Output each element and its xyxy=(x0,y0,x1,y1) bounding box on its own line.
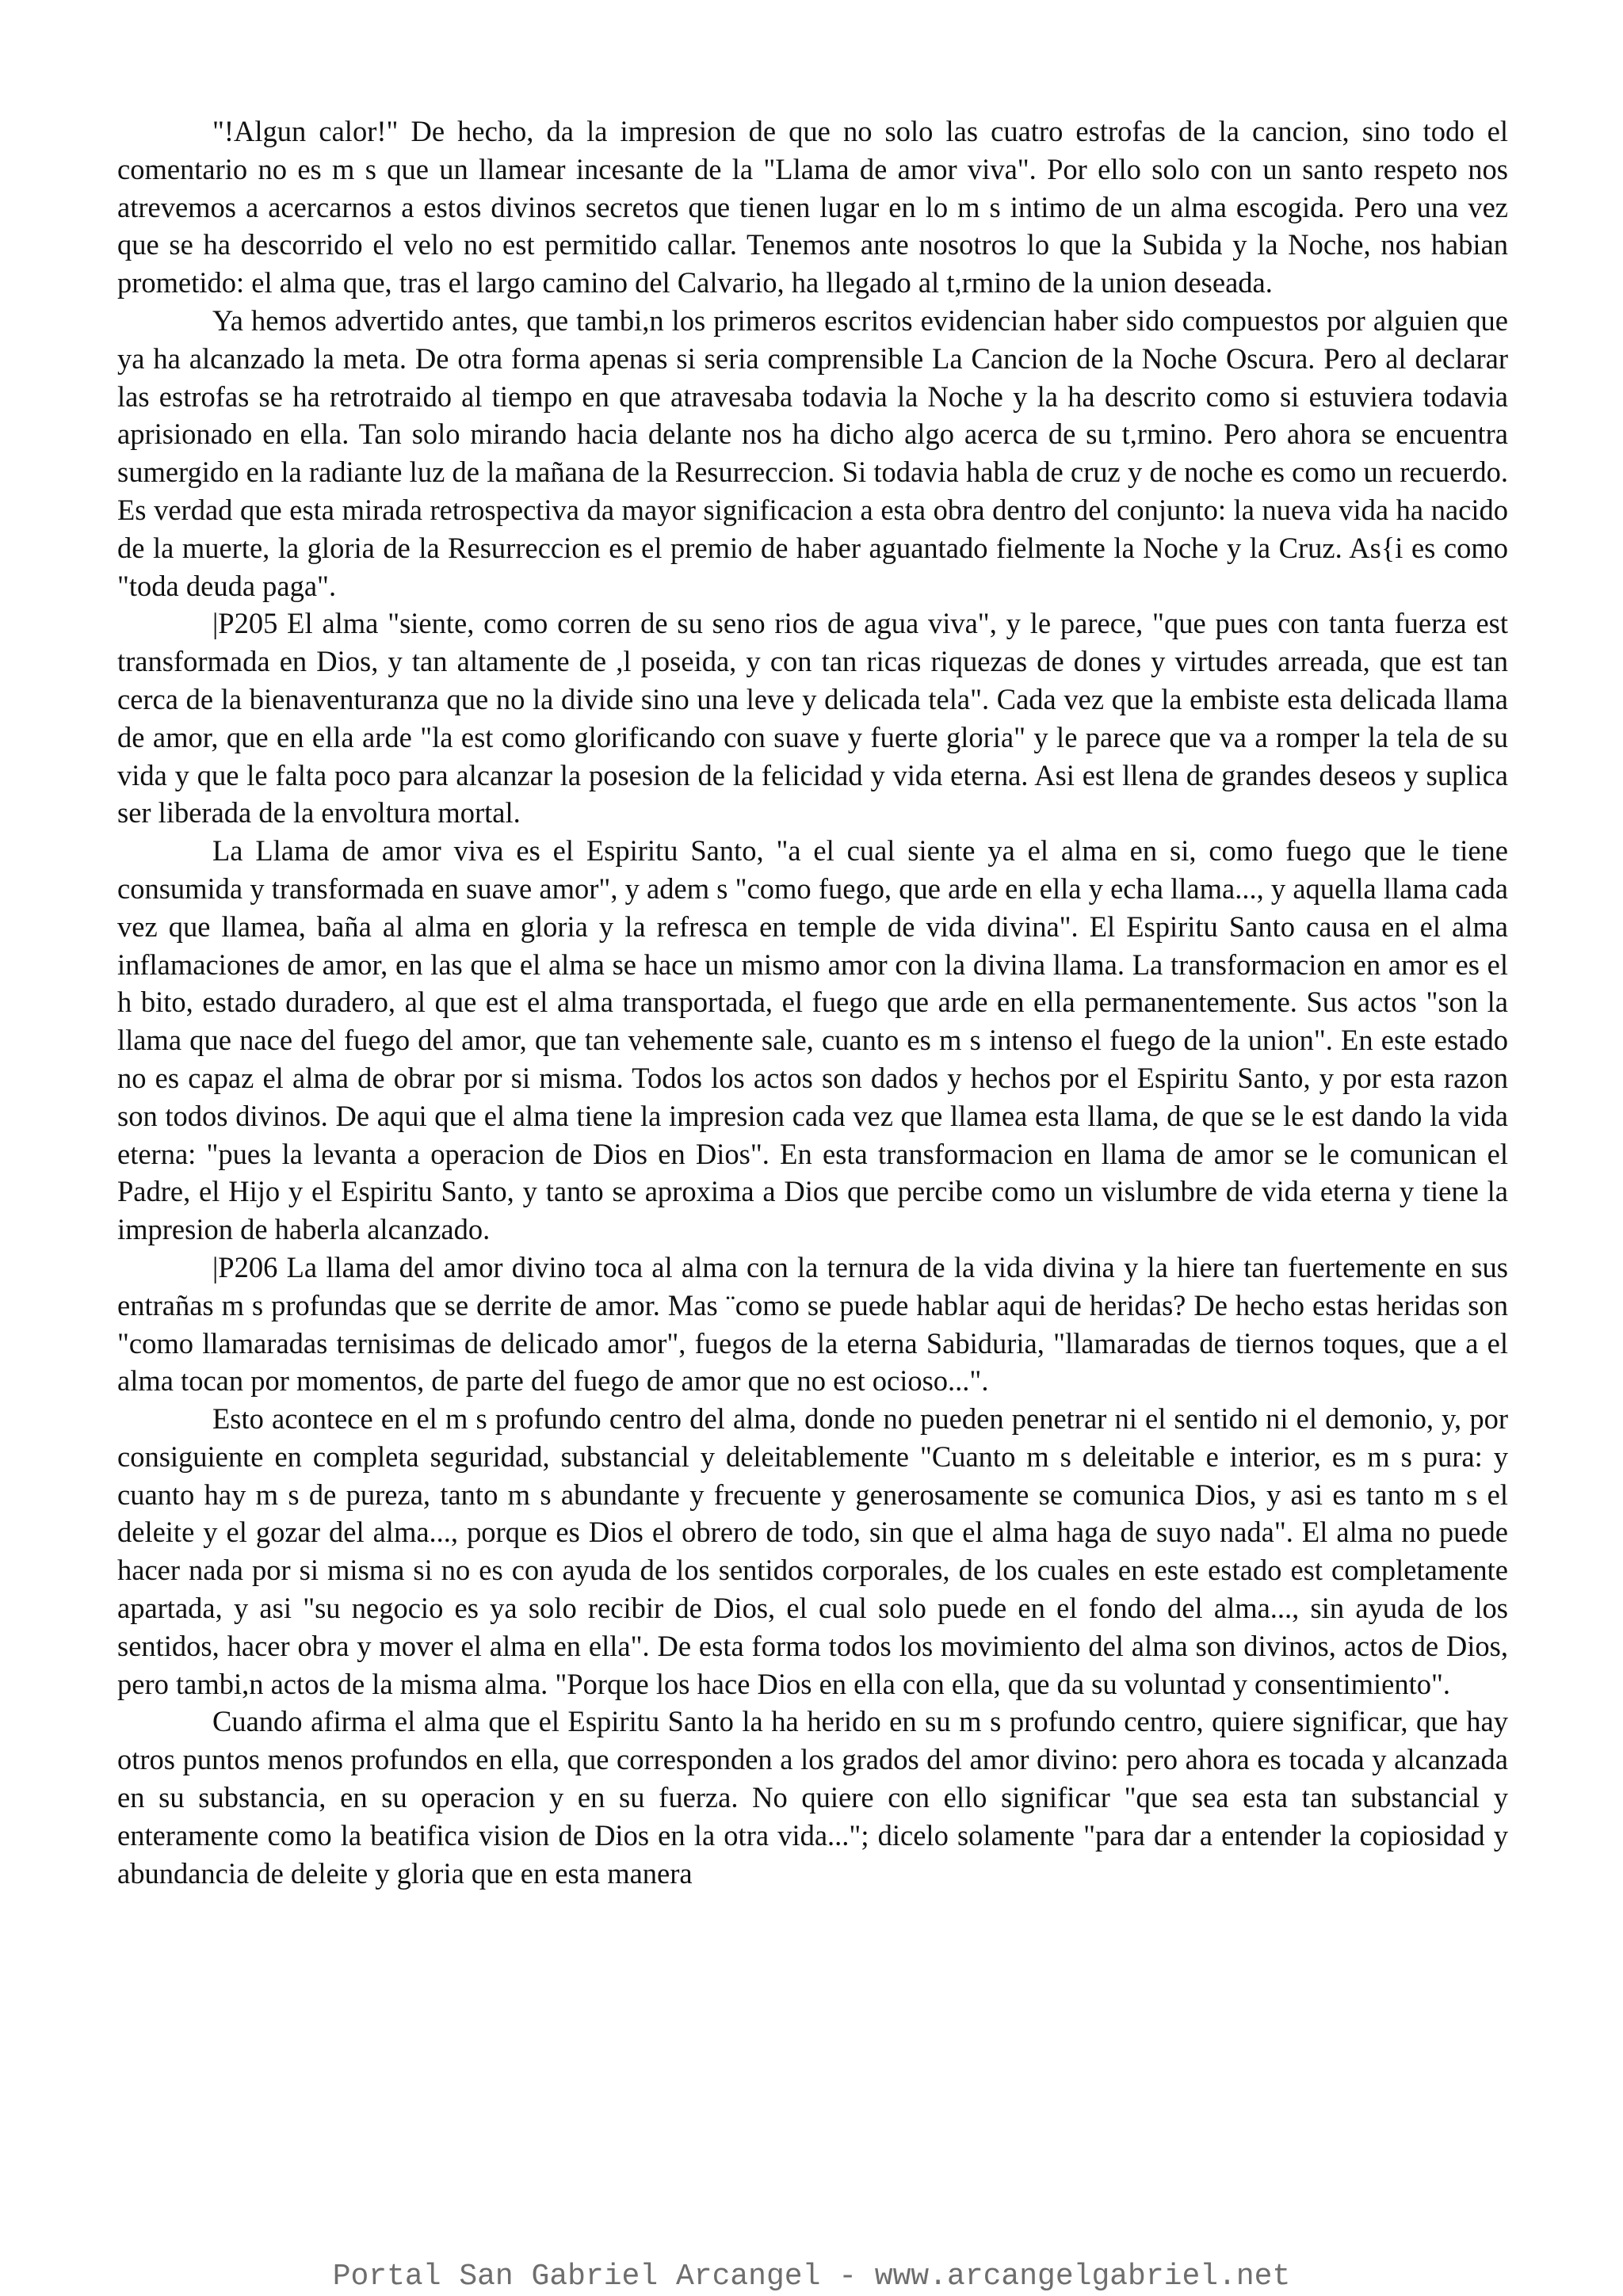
paragraph: La Llama de amor viva es el Espiritu Santo, "a el cual siente ya el alma en si, como fuego que le tiene consumida y transformada en suave amor", y adem s "como fuego, que arde en ella y echa llama..., y aquella llama cada vez que llamea, baña al alma en gloria y la refresca en temple de vida divina". El Espiritu Santo causa en el alma inflamaciones de amor, en las que el alma se hace un mismo amor con la divina llama. La transformacion en amor es el h bito, estado duradero, al que est el alma transportada, el fuego que arde en ella permanentemente. Sus actos "son la llama que nace del fuego del amor, que tan vehemente sale, cuanto es m s intenso el fuego de la union". En este estado no es capaz el alma de obrar por si misma. Todos los actos son dados y hechos por el Espiritu Santo, y por esta razon son todos divinos. De aqui que el alma tiene la impresion cada vez que llamea esta llama, de que se le est dando la vida eterna: "pues la levanta a operacion de Dios en Dios". En esta transformacion en llama de amor se le comunican el Padre, el Hijo y el Espiritu Santo, y tanto se aproxima a Dios que percibe como un vislumbre de vida eterna y tiene la impresion de haberla alcanzado. xyxy=(117,834,1508,1246)
paragraph: |P206 La llama del amor divino toca al alma con la ternura de la vida divina y la hiere tan fuertemente en sus entrañas m s profundas que se derrite de amor. Mas ¨como se puede hablar aqui de heridas? De hecho estas heridas son "como llamaradas ternisimas de delicado amor", fuegos de la eterna Sabiduria, "llamaradas de tiernos toques, que a el alma tocan por momentos, de parte del fuego de amor que no est ocioso...". xyxy=(117,1250,1508,1398)
page-footer: Portal San Gabriel Arcangel - www.arcangelgabriel.net xyxy=(332,2260,1291,2294)
document-body xyxy=(117,113,1508,1892)
paragraph: "!Algun calor!" De hecho, da la impresion de que no solo las cuatro estrofas de la cancion, sino todo el comentario no es m s que un llamear incesante de la "Llama de amor viva". Por ello solo con un santo respeto nos atrevemos a acercarnos a estos divinos secretos que tienen lugar en lo m s intimo de un alma escogida. Pero una vez que se ha descorrido el velo no est permitido callar. Tenemos ante nosotros lo que la Subida y la Noche, nos habian prometido: el alma que, tras el largo camino del Calvario, ha llegado al t,rmino de la union deseada. xyxy=(117,115,1508,299)
paragraph: Ya hemos advertido antes, que tambi,n los primeros escritos evidencian haber sido compuestos por alguien que ya ha alcanzado la meta. De otra forma apenas si seria comprensible La Cancion de la Noche Oscura. Pero al declarar las estrofas se ha retrotraido al tiempo en que atravesaba todavia la Noche y la ha descrito como si estuviera todavia aprisionado en ella. Tan solo mirando hacia delante nos ha dicho algo acerca de su t,rmino. Pero ahora se encuentra sumergido en la radiante luz de la mañana de la Resurreccion. Si todavia habla de cruz y de noche es como un recuerdo. Es verdad que esta mirada retrospectiva da mayor significacion a esta obra dentro del conjunto: la nueva vida ha nacido de la muerte, la gloria de la Resurreccion es el premio de haber aguantado fielmente la Noche y la Cruz. As{i es como "toda deuda paga". xyxy=(117,303,1508,602)
paragraph: Cuando afirma el alma que el Espiritu Santo la ha herido en su m s profundo centro, quiere significar, que hay otros puntos menos profundos en ella, que corresponden a los grados del amor divino: pero ahora es tocada y alcanzada en su substancia, en su operacion y en su fuerza. No quiere con ello significar "que sea esta tan substancial y enteramente como la beatifica vision de Dios en la otra vida..."; dicelo solamente "para dar a entender la copiosidad y abundancia de deleite y gloria que en esta manera xyxy=(117,1705,1508,1890)
paragraph: Esto acontece en el m s profundo centro del alma, donde no pueden penetrar ni el sentido ni el demonio, y, por consiguiente en completa seguridad, substancial y deleitablemente "Cuanto m s deleitable e interior, es m s pura: y cuanto hay m s de pureza, tanto m s abundante y frecuente y generosamente se comunica Dios, y asi es tanto m s el deleite y el gozar del alma..., porque es Dios el obrero de todo, sin que el alma haga de suyo nada". El alma no puede hacer nada por si misma si no es con ayuda de los sentidos corporales, de los cuales en este estado est completamente apartada, y asi "su negocio es ya solo recibir de Dios, el cual solo puede en el fondo del alma..., sin ayuda de los sentidos, hacer obra y mover el alma en ella". De esta forma todos los movimiento del alma son divinos, actos de Dios, pero tambi,n actos de la misma alma. "Porque los hace Dios en ella con ella, que da su voluntad y consentimiento". xyxy=(117,1402,1508,1700)
paragraph: |P205 El alma "siente, como corren de su seno rios de agua viva", y le parece, "que pues con tanta fuerza est transformada en Dios, y tan altamente de ,l poseida, y con tan ricas riquezas de dones y virtudes arreada, que est tan cerca de la bienaventuranza que no la divide sino una leve y delicada tela". Cada vez que la embiste esta delicada llama de amor, que en ella arde "la est como glorificando con suave y fuerte gloria" y le parece que va a romper la tela de su vida y que le falta poco para alcanzar la posesion de la felicidad y vida eterna. Asi est llena de grandes deseos y suplica ser liberada de la envoltura mortal. xyxy=(117,607,1508,830)
